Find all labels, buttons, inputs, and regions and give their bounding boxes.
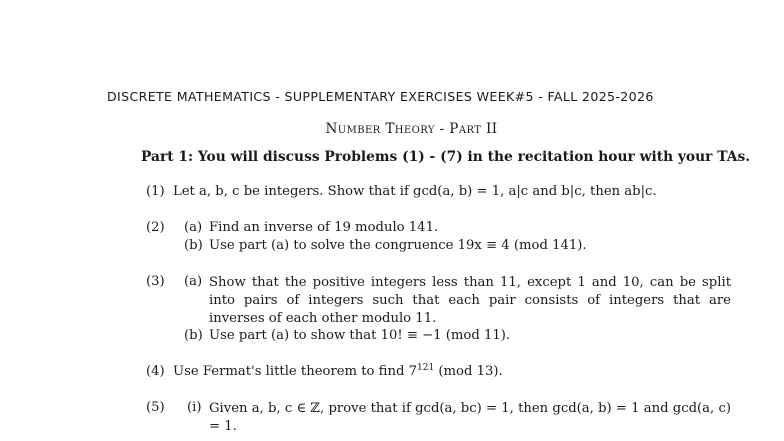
subpart-text: Find an inverse of 19 modulo 141. (209, 220, 439, 235)
subpart-label: (b) (184, 328, 203, 343)
problem-text (173, 364, 503, 379)
problem-number: (3) (146, 274, 165, 289)
subpart-label: (a) (184, 220, 203, 235)
problem-number: (4) (146, 364, 165, 379)
subpart-text: Use part (a) to solve the congruence 19x ≡ 4 (mod 141). (209, 238, 587, 253)
subpart-label: (b) (184, 238, 203, 253)
subpart-label: (a) (184, 274, 203, 289)
subpart-text: Show that the positive integers less than 11, except 1 and 10, can be split into pairs of integers such that each pair consists of integers that are inverses of each other modulo 11. (209, 275, 731, 326)
document-header: DISCRETE MATHEMATICS - SUPPLEMENTARY EXERCISES WEEK#5 - FALL 2025-2026 (107, 89, 654, 104)
subpart-text: Given a, b, c ∈ ℤ, prove that if gcd(a, bc) = 1, then gcd(a, b) = 1 and gcd(a, c) = 1. (209, 401, 731, 434)
problem-number: (1) (146, 184, 165, 199)
document-subtitle: Number Theory - Part II (325, 121, 498, 137)
problem-number: (5) (146, 400, 165, 415)
subpart-text: Use part (a) to show that 10! ≡ −1 (mod 11). (209, 328, 511, 343)
part-heading: Part 1: You will discuss Problems (1) - (7) in the recitation hour with your TAs. (141, 149, 751, 165)
problem-text-main: Use Fermat's little theorem to find 7 (173, 364, 418, 379)
problem-text-tail: (mod 13). (434, 364, 503, 379)
problem-number: (2) (146, 220, 165, 235)
problem-text: Let a, b, c be integers. Show that if gcd(a, b) = 1, a|c and b|c, then ab|c. (173, 184, 657, 199)
subpart-label: (i) (187, 400, 202, 415)
exponent: 121 (417, 363, 435, 373)
